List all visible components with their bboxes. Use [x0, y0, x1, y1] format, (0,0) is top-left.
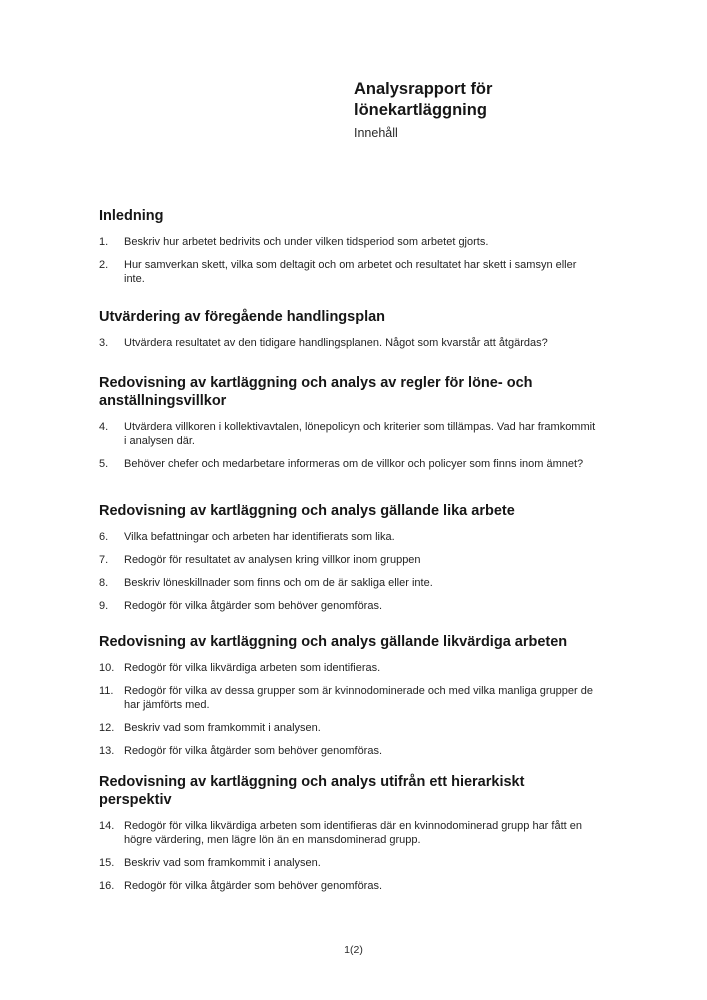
list-item-text: Utvärdera villkoren i kollektivavtalen, lönepolicyn och kriterier som tillämpas. Vad har framkommit i analysen där. [124, 421, 596, 447]
numbered-list [99, 235, 599, 286]
list-item [99, 530, 599, 544]
list-item [99, 336, 599, 350]
list-item-number: 6. [99, 531, 109, 543]
list-item-number: 13. [99, 745, 115, 757]
list-item-text: Redogör för vilka åtgärder som behöver genomföras. [124, 600, 383, 612]
numbered-list [99, 819, 599, 893]
list-item-number: 15. [99, 857, 115, 869]
list-item [99, 744, 599, 758]
list-item-number: 14. [99, 820, 115, 832]
list-item-number: 4. [99, 421, 109, 433]
list-item-text: Redogör för vilka av dessa grupper som är kvinnodominerade och med vilka manliga grupper de har jämförts med. [124, 685, 593, 711]
list-item [99, 457, 599, 471]
list-item-number: 10. [99, 662, 115, 674]
list-item [99, 553, 599, 567]
section-utvardering-handlingsplan [99, 308, 599, 359]
document-title [354, 79, 654, 121]
list-item [99, 721, 599, 735]
numbered-list [99, 530, 599, 613]
list-item-number: 1. [99, 236, 109, 248]
list-item [99, 661, 599, 675]
page-number: 1(2) [344, 944, 363, 956]
list-item-text: Beskriv vad som framkommit i analysen. [124, 722, 321, 734]
list-item-text: Hur samverkan skett, vilka som deltagit och om arbetet och resultatet har skett i samsyn eller inte. [124, 259, 577, 285]
list-item-text: Redogör för resultatet av analysen kring villkor inom gruppen [124, 554, 421, 566]
list-item-text: Utvärdera resultatet av den tidigare handlingsplanen. Något som kvarstår att åtgärdas? [124, 337, 548, 349]
document-subtitle: Innehåll [354, 126, 398, 140]
list-item-number: 5. [99, 458, 109, 470]
list-item-text: Beskriv löneskillnader som finns och om de är sakliga eller inte. [124, 577, 433, 589]
section-lika-arbete [99, 502, 599, 622]
list-item [99, 684, 599, 712]
list-item-number: 11. [99, 685, 114, 697]
document-title-line1: Analysrapport för [354, 80, 493, 98]
list-item [99, 258, 599, 286]
list-item-number: 3. [99, 337, 109, 349]
list-item-text: Redogör för vilka åtgärder som behöver genomföras. [124, 745, 383, 757]
section-heading: Redovisning av kartläggning och analys utifrån ett hierarkiskt perspektiv [99, 774, 525, 808]
list-item-text: Behöver chefer och medarbetare informeras om de villkor och policyer som finns inom ämnet? [124, 458, 584, 470]
list-item-number: 12. [99, 722, 115, 734]
section-heading: Inledning [99, 208, 164, 224]
list-item-text: Redogör för vilka likvärdiga arbeten som identifieras. [124, 662, 381, 674]
list-item-text: Beskriv vad som framkommit i analysen. [124, 857, 321, 869]
list-item [99, 856, 599, 870]
list-item [99, 420, 599, 448]
document-title-line2: lönekartläggning [354, 101, 487, 119]
list-item-number: 7. [99, 554, 109, 566]
numbered-list [99, 336, 599, 350]
list-item [99, 235, 599, 249]
list-item [99, 819, 599, 847]
list-item-number: 16. [99, 880, 115, 892]
section-likvardiga-arbeten [99, 633, 599, 767]
document-title-block [354, 79, 654, 141]
list-item [99, 576, 599, 590]
list-item-text: Redogör för vilka åtgärder som behöver genomföras. [124, 880, 383, 892]
section-regler-lone-anstallningsvillkor [99, 374, 599, 480]
section-hierarkiskt-perspektiv [99, 773, 599, 902]
list-item [99, 879, 599, 893]
numbered-list [99, 661, 599, 758]
list-item-number: 2. [99, 259, 109, 271]
list-item-number: 8. [99, 577, 109, 589]
list-item-text: Beskriv hur arbetet bedrivits och under vilken tidsperiod som arbetet gjorts. [124, 236, 489, 248]
section-heading: Redovisning av kartläggning och analys gällande likvärdiga arbeten [99, 634, 568, 650]
list-item-text: Vilka befattningar och arbeten har identifierats som lika. [124, 531, 395, 543]
section-heading: Redovisning av kartläggning och analys av regler för löne- och anställningsvillkor [99, 375, 533, 409]
section-heading: Utvärdering av föregående handlingsplan [99, 309, 386, 325]
list-item-text: Redogör för vilka likvärdiga arbeten som identifieras där en kvinnodominerad grupp har fått en högre värdering, men lägre lön än en mansdominerad grupp. [124, 820, 582, 846]
section-heading: Redovisning av kartläggning och analys gällande lika arbete [99, 503, 515, 519]
numbered-list [99, 420, 599, 471]
section-inledning [99, 207, 599, 295]
list-item [99, 599, 599, 613]
list-item-number: 9. [99, 600, 109, 612]
